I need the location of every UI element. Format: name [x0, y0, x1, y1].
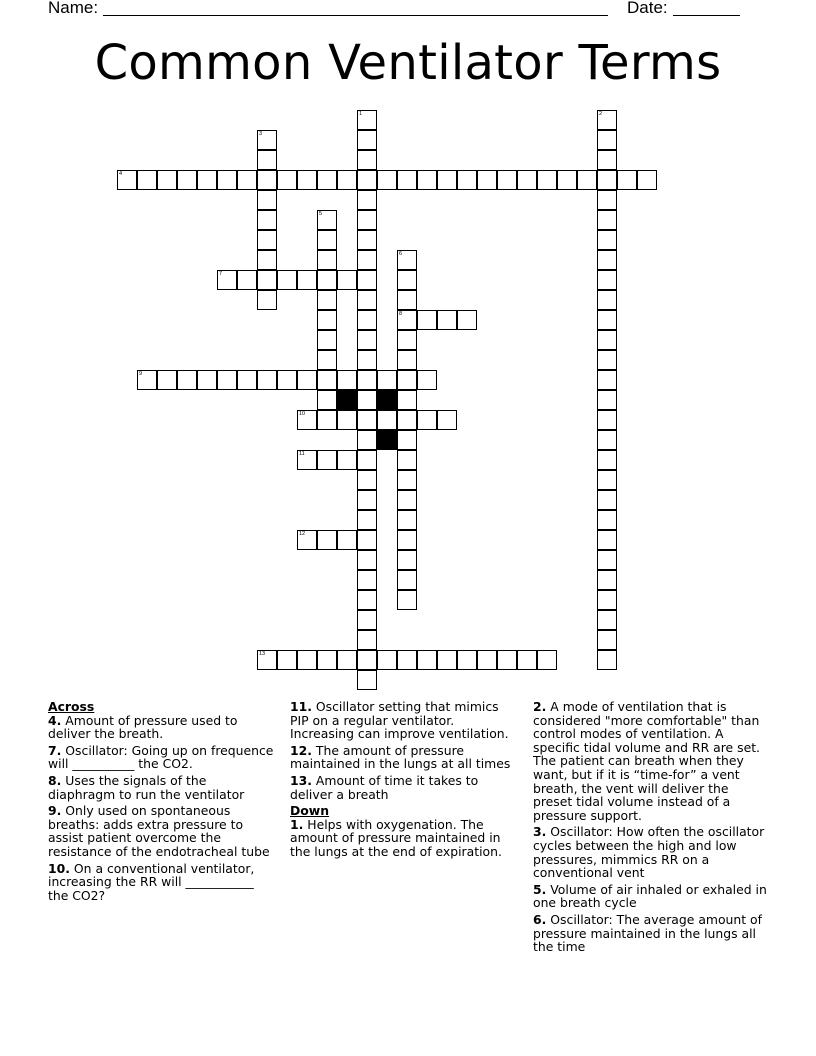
grid-cell[interactable] [597, 310, 617, 330]
grid-cell[interactable] [497, 170, 517, 190]
grid-cell[interactable] [397, 650, 417, 670]
grid-cell[interactable] [297, 270, 317, 290]
grid-cell[interactable] [397, 510, 417, 530]
grid-cell[interactable] [617, 170, 637, 190]
grid-cell[interactable] [597, 350, 617, 370]
grid-cell[interactable] [397, 590, 417, 610]
grid-cell[interactable] [597, 290, 617, 310]
grid-cell[interactable] [597, 230, 617, 250]
grid-cell[interactable] [597, 650, 617, 670]
clue-number: 11. [290, 699, 312, 714]
grid-cell[interactable] [417, 310, 437, 330]
grid-cell[interactable] [237, 370, 257, 390]
grid-cell[interactable] [197, 170, 217, 190]
clue-down-3 [533, 825, 771, 879]
grid-cell[interactable] [357, 630, 377, 650]
grid-cell[interactable] [517, 170, 537, 190]
grid-cell[interactable] [517, 650, 537, 670]
grid-cell[interactable] [357, 570, 377, 590]
grid-cell[interactable] [337, 410, 357, 430]
clue-number-label: 10 [299, 411, 306, 417]
grid-cell[interactable] [597, 170, 617, 190]
grid-cell[interactable] [357, 470, 377, 490]
clue-across-10 [48, 862, 276, 903]
grid-cell[interactable] [437, 310, 457, 330]
clue-number: 13. [290, 772, 312, 788]
grid-cell[interactable] [537, 170, 557, 190]
grid-cell[interactable] [397, 430, 417, 450]
grid-cell[interactable] [597, 150, 617, 170]
clue-number: 2. [533, 699, 547, 714]
grid-cell[interactable] [537, 650, 557, 670]
grid-cell[interactable] [397, 250, 417, 270]
grid-cell[interactable] [377, 650, 397, 670]
date-label: Date: [627, 0, 668, 17]
grid-cell[interactable] [357, 490, 377, 510]
grid-cell[interactable] [597, 550, 617, 570]
grid-cell[interactable] [357, 210, 377, 230]
black-cell [337, 390, 357, 410]
grid-cell[interactable] [257, 190, 277, 210]
grid-cell[interactable] [317, 330, 337, 350]
clue-text: Oscillator setting that mimics PIP on a regular ventilator. Increasing can improve ventilation. [290, 699, 509, 742]
clue-number: 8. [48, 772, 62, 788]
clue-text: Oscillator: How often the oscillator cycles between the high and low pressures, mimmics RR on a conventional vent [533, 824, 765, 881]
grid-cell[interactable] [597, 210, 617, 230]
grid-cell[interactable] [137, 170, 157, 190]
clue-number: 1. [290, 816, 304, 832]
grid-cell[interactable] [417, 410, 437, 430]
grid-cell[interactable] [177, 370, 197, 390]
grid-cell[interactable] [317, 370, 337, 390]
clue-number-label: 12 [299, 531, 306, 537]
grid-cell[interactable] [357, 410, 377, 430]
grid-cell[interactable] [257, 170, 277, 190]
grid-cell[interactable] [237, 170, 257, 190]
clue-text: Oscillator: Going up on frequence will __________ the CO2. [48, 742, 274, 772]
across-heading: Across [48, 699, 95, 714]
grid-cell[interactable] [377, 170, 397, 190]
grid-cell[interactable] [317, 290, 337, 310]
clue-number-label: 9 [139, 371, 143, 377]
grid-cell[interactable] [397, 370, 417, 390]
grid-cell[interactable] [217, 270, 237, 290]
grid-cell[interactable] [397, 390, 417, 410]
clue-text: Volume of air inhaled or exhaled in one breath cycle [533, 881, 767, 911]
grid-cell[interactable] [357, 350, 377, 370]
grid-cell[interactable] [257, 230, 277, 250]
grid-cell[interactable] [597, 590, 617, 610]
grid-cell[interactable] [357, 150, 377, 170]
grid-cell[interactable] [197, 370, 217, 390]
grid-cell[interactable] [357, 550, 377, 570]
grid-cell[interactable] [397, 170, 417, 190]
grid-cell[interactable] [317, 210, 337, 230]
grid-cell[interactable] [337, 530, 357, 550]
grid-cell[interactable] [357, 290, 377, 310]
grid-cell[interactable] [597, 370, 617, 390]
grid-cell[interactable] [357, 310, 377, 330]
grid-cell[interactable] [357, 270, 377, 290]
grid-cell[interactable] [397, 450, 417, 470]
grid-cell[interactable] [557, 170, 577, 190]
grid-cell[interactable] [477, 170, 497, 190]
grid-cell[interactable] [377, 370, 397, 390]
grid-cell[interactable] [397, 530, 417, 550]
clue-across-7 [48, 744, 276, 771]
grid-cell[interactable] [377, 410, 397, 430]
clue-across-11 [290, 700, 520, 741]
grid-cell[interactable] [237, 270, 257, 290]
clue-across-13 [290, 774, 520, 801]
clue-text: On a conventional ventilator, increasing the RR will ___________ the CO2? [48, 860, 255, 903]
grid-cell[interactable] [357, 370, 377, 390]
grid-cell[interactable] [297, 650, 317, 670]
grid-cell[interactable] [477, 650, 497, 670]
grid-cell[interactable] [317, 410, 337, 430]
grid-cell[interactable] [277, 370, 297, 390]
grid-cell[interactable] [177, 170, 197, 190]
clue-number: 5. [533, 881, 547, 897]
grid-cell[interactable] [397, 350, 417, 370]
clue-text: Only used on spontaneous breaths: adds extra pressure to assist patient overcome the resistance of the endotracheal tube [48, 803, 270, 859]
grid-cell[interactable] [457, 310, 477, 330]
grid-cell[interactable] [457, 170, 477, 190]
clue-across-4 [48, 714, 276, 741]
clue-number: 9. [48, 803, 62, 819]
grid-cell[interactable] [257, 650, 277, 670]
grid-cell[interactable] [597, 470, 617, 490]
grid-cell[interactable] [257, 370, 277, 390]
grid-cell[interactable] [357, 190, 377, 210]
clue-number-label: 5 [319, 211, 323, 217]
clue-number-label: 11 [299, 451, 305, 457]
grid-cell[interactable] [357, 450, 377, 470]
grid-cell[interactable] [597, 110, 617, 130]
down-heading: Down [290, 803, 330, 819]
grid-cell[interactable] [357, 330, 377, 350]
clues-column-1 [48, 700, 276, 905]
grid-cell[interactable] [317, 310, 337, 330]
grid-cell[interactable] [597, 130, 617, 150]
clue-number: 10. [48, 860, 70, 876]
grid-cell[interactable] [357, 390, 377, 410]
grid-cell[interactable] [277, 170, 297, 190]
grid-cell[interactable] [317, 650, 337, 670]
grid-cell[interactable] [337, 370, 357, 390]
grid-cell[interactable] [497, 650, 517, 670]
grid-cell[interactable] [597, 410, 617, 430]
grid-cell[interactable] [157, 170, 177, 190]
grid-cell[interactable] [597, 530, 617, 550]
grid-cell[interactable] [597, 490, 617, 510]
grid-cell[interactable] [257, 270, 277, 290]
grid-cell[interactable] [257, 290, 277, 310]
grid-cell[interactable] [397, 410, 417, 430]
clue-number-label: 13 [259, 651, 266, 657]
grid-cell[interactable] [317, 270, 337, 290]
clue-number-label: 4 [119, 171, 123, 177]
black-cell [377, 390, 397, 410]
clue-text: Amount of time it takes to deliver a breath [290, 772, 479, 802]
grid-cell[interactable] [257, 250, 277, 270]
grid-cell[interactable] [317, 250, 337, 270]
grid-cell[interactable] [417, 170, 437, 190]
clue-text: Uses the signals of the diaphragm to run the ventilator [48, 772, 245, 802]
clue-text: Helps with oxygenation. The amount of pressure maintained in the lungs at the end of expiration. [290, 816, 502, 859]
clue-number-label: 6 [399, 251, 403, 257]
clue-down-5 [533, 883, 771, 910]
grid-cell[interactable] [297, 170, 317, 190]
clue-down-1 [290, 818, 520, 859]
black-cell [377, 430, 397, 450]
grid-cell[interactable] [117, 170, 137, 190]
clue-text: A mode of ventilation that is considered "more comfortable" than control modes of ventilation. A specific tidal volume and RR are set. The patient can breath when they want, but if it is “time-for” a vent breath, the vent will deliver the preset tidal volume instead of a pressure support. [533, 699, 760, 823]
clue-down-6 [533, 913, 771, 954]
grid-cell[interactable] [357, 110, 377, 130]
grid-cell[interactable] [317, 170, 337, 190]
grid-cell[interactable] [397, 270, 417, 290]
clue-down-2 [533, 700, 771, 822]
grid-cell[interactable] [417, 650, 437, 670]
grid-cell[interactable] [257, 150, 277, 170]
grid-cell[interactable] [317, 450, 337, 470]
grid-cell[interactable] [597, 570, 617, 590]
grid-cell[interactable] [397, 570, 417, 590]
clue-number-label: 8 [399, 311, 403, 317]
grid-cell[interactable] [357, 650, 377, 670]
grid-cell[interactable] [257, 210, 277, 230]
clue-across-8 [48, 774, 276, 801]
clue-number: 3. [533, 824, 547, 840]
grid-cell[interactable] [297, 530, 317, 550]
grid-cell[interactable] [597, 190, 617, 210]
grid-cell[interactable] [597, 630, 617, 650]
grid-cell[interactable] [357, 670, 377, 690]
grid-cell[interactable] [337, 170, 357, 190]
grid-cell[interactable] [357, 170, 377, 190]
clue-number-label: 1 [359, 111, 363, 117]
grid-cell[interactable] [397, 550, 417, 570]
grid-cell[interactable] [337, 450, 357, 470]
grid-cell[interactable] [597, 250, 617, 270]
grid-cell[interactable] [597, 610, 617, 630]
grid-cell[interactable] [357, 130, 377, 150]
grid-cell[interactable] [357, 510, 377, 530]
grid-cell[interactable] [357, 250, 377, 270]
grid-cell[interactable] [257, 130, 277, 150]
grid-cell[interactable] [577, 170, 597, 190]
grid-cell[interactable] [597, 430, 617, 450]
grid-cell[interactable] [397, 310, 417, 330]
clue-number: 6. [533, 911, 547, 927]
grid-cell[interactable] [297, 410, 317, 430]
grid-cell[interactable] [397, 290, 417, 310]
grid-cell[interactable] [157, 370, 177, 390]
grid-cell[interactable] [357, 610, 377, 630]
clue-number-label: 2 [599, 111, 603, 117]
grid-cell[interactable] [597, 450, 617, 470]
clue-number: 4. [48, 712, 62, 728]
page-title: Common Ventilator Terms [94, 35, 722, 91]
grid-cell[interactable] [357, 590, 377, 610]
grid-cell[interactable] [437, 410, 457, 430]
grid-cell[interactable] [457, 650, 477, 670]
grid-cell[interactable] [297, 370, 317, 390]
grid-cell[interactable] [637, 170, 657, 190]
grid-cell[interactable] [277, 650, 297, 670]
clue-number: 12. [290, 742, 312, 758]
grid-cell[interactable] [597, 270, 617, 290]
grid-cell[interactable] [417, 370, 437, 390]
clue-across-12 [290, 744, 520, 771]
grid-cell[interactable] [217, 170, 237, 190]
grid-cell[interactable] [597, 390, 617, 410]
grid-cell[interactable] [357, 430, 377, 450]
clue-number-label: 3 [259, 131, 263, 137]
grid-cell[interactable] [337, 650, 357, 670]
clue-text: Oscillator: The average amount of pressure maintained in the lungs all the time [533, 911, 763, 955]
grid-cell[interactable] [317, 390, 337, 410]
clue-number-label: 7 [219, 271, 223, 277]
clue-across-9 [48, 804, 276, 858]
grid-cell[interactable] [357, 230, 377, 250]
grid-cell[interactable] [397, 470, 417, 490]
clues-column-2 [290, 700, 520, 862]
grid-cell[interactable] [597, 330, 617, 350]
grid-cell[interactable] [397, 330, 417, 350]
grid-cell[interactable] [437, 170, 457, 190]
grid-cell[interactable] [297, 450, 317, 470]
grid-cell[interactable] [337, 270, 357, 290]
grid-cell[interactable] [357, 530, 377, 550]
grid-cell[interactable] [597, 510, 617, 530]
grid-cell[interactable] [317, 230, 337, 250]
clue-text: Amount of pressure used to deliver the breath. [48, 712, 238, 742]
grid-cell[interactable] [277, 270, 297, 290]
grid-cell[interactable] [137, 370, 157, 390]
clue-number: 7. [48, 742, 62, 758]
grid-cell[interactable] [217, 370, 237, 390]
name-label: Name: [48, 0, 99, 17]
grid-cell[interactable] [437, 650, 457, 670]
clue-text: The amount of pressure maintained in the lungs at all times [290, 742, 511, 772]
clues-column-3 [533, 700, 771, 957]
grid-cell[interactable] [397, 490, 417, 510]
grid-cell[interactable] [317, 530, 337, 550]
grid-cell[interactable] [317, 350, 337, 370]
